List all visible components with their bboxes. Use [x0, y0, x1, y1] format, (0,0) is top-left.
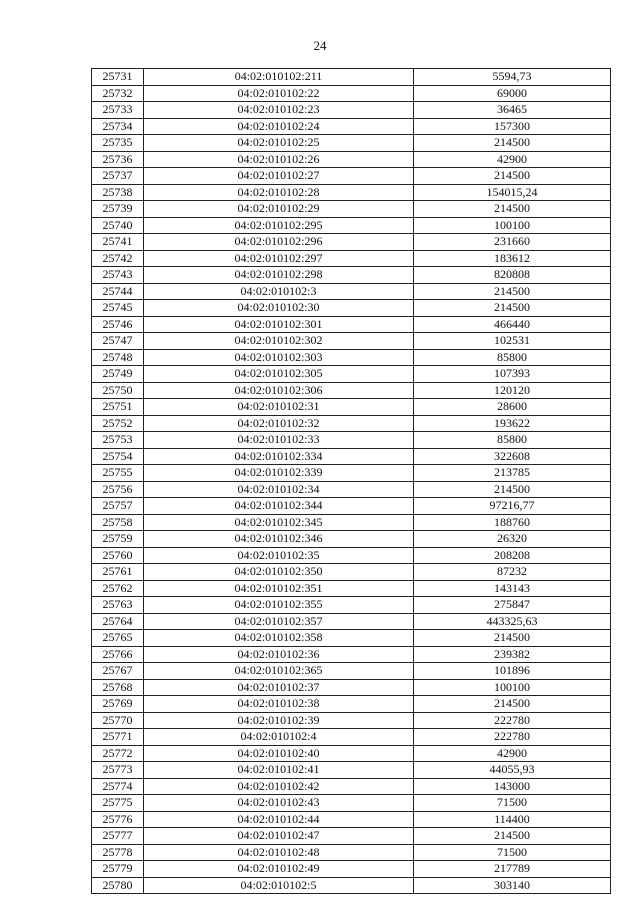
table-row: [92, 465, 611, 482]
row-number-cell: 25778: [92, 844, 144, 861]
value-cell: 214500: [414, 201, 611, 218]
cadastral-number-cell: 04:02:010102:35: [144, 547, 414, 564]
row-number-cell: 25762: [92, 580, 144, 597]
value-cell: 214500: [414, 481, 611, 498]
table-row: [92, 745, 611, 762]
row-number-cell: 25748: [92, 349, 144, 366]
value-cell: 120120: [414, 382, 611, 399]
row-number-cell: 25747: [92, 333, 144, 350]
row-number-cell: 25779: [92, 861, 144, 878]
cadastral-number-cell: 04:02:010102:355: [144, 597, 414, 614]
table-row: [92, 201, 611, 218]
table-row: [92, 696, 611, 713]
table-row: [92, 151, 611, 168]
cadastral-number-cell: 04:02:010102:296: [144, 234, 414, 251]
table-row: [92, 135, 611, 152]
row-number-cell: 25749: [92, 366, 144, 383]
row-number-cell: 25770: [92, 712, 144, 729]
cadastral-number-cell: 04:02:010102:24: [144, 118, 414, 135]
cadastral-number-cell: 04:02:010102:48: [144, 844, 414, 861]
value-cell: 28600: [414, 399, 611, 416]
cadastral-number-cell: 04:02:010102:358: [144, 630, 414, 647]
cadastral-number-cell: 04:02:010102:29: [144, 201, 414, 218]
value-cell: 143000: [414, 778, 611, 795]
row-number-cell: 25745: [92, 300, 144, 317]
row-number-cell: 25744: [92, 283, 144, 300]
cadastral-number-cell: 04:02:010102:4: [144, 729, 414, 746]
cadastral-number-cell: 04:02:010102:3: [144, 283, 414, 300]
value-cell: 214500: [414, 283, 611, 300]
value-cell: 5594,73: [414, 69, 611, 86]
value-cell: 114400: [414, 811, 611, 828]
row-number-cell: 25757: [92, 498, 144, 515]
value-cell: 97216,77: [414, 498, 611, 515]
value-cell: 208208: [414, 547, 611, 564]
table-row: [92, 861, 611, 878]
value-cell: 193622: [414, 415, 611, 432]
cadastral-number-cell: 04:02:010102:41: [144, 762, 414, 779]
row-number-cell: 25780: [92, 877, 144, 894]
value-cell: 87232: [414, 564, 611, 581]
value-cell: 214500: [414, 300, 611, 317]
cadastral-number-cell: 04:02:010102:306: [144, 382, 414, 399]
row-number-cell: 25774: [92, 778, 144, 795]
row-number-cell: 25769: [92, 696, 144, 713]
table-row: [92, 762, 611, 779]
value-cell: 102531: [414, 333, 611, 350]
row-number-cell: 25750: [92, 382, 144, 399]
row-number-cell: 25751: [92, 399, 144, 416]
cadastral-number-cell: 04:02:010102:298: [144, 267, 414, 284]
cadastral-number-cell: 04:02:010102:26: [144, 151, 414, 168]
value-cell: 214500: [414, 168, 611, 185]
cadastral-number-cell: 04:02:010102:44: [144, 811, 414, 828]
table-row: [92, 184, 611, 201]
row-number-cell: 25742: [92, 250, 144, 267]
cadastral-number-cell: 04:02:010102:28: [144, 184, 414, 201]
value-cell: 71500: [414, 795, 611, 812]
row-number-cell: 25738: [92, 184, 144, 201]
row-number-cell: 25737: [92, 168, 144, 185]
cadastral-number-cell: 04:02:010102:33: [144, 432, 414, 449]
value-cell: 107393: [414, 366, 611, 383]
value-cell: 44055,93: [414, 762, 611, 779]
value-cell: 42900: [414, 151, 611, 168]
value-cell: 101896: [414, 663, 611, 680]
cadastral-number-cell: 04:02:010102:38: [144, 696, 414, 713]
cadastral-number-cell: 04:02:010102:32: [144, 415, 414, 432]
cadastral-number-cell: 04:02:010102:34: [144, 481, 414, 498]
row-number-cell: 25735: [92, 135, 144, 152]
row-number-cell: 25777: [92, 828, 144, 845]
value-cell: 443325,63: [414, 613, 611, 630]
row-number-cell: 25739: [92, 201, 144, 218]
cadastral-number-cell: 04:02:010102:27: [144, 168, 414, 185]
cadastral-number-cell: 04:02:010102:339: [144, 465, 414, 482]
value-cell: 100100: [414, 679, 611, 696]
table-row: [92, 580, 611, 597]
value-cell: 213785: [414, 465, 611, 482]
row-number-cell: 25733: [92, 102, 144, 119]
table-row: [92, 102, 611, 119]
row-number-cell: 25759: [92, 531, 144, 548]
cadastral-number-cell: 04:02:010102:37: [144, 679, 414, 696]
cadastral-number-cell: 04:02:010102:31: [144, 399, 414, 416]
cadastral-number-cell: 04:02:010102:43: [144, 795, 414, 812]
cadastral-number-cell: 04:02:010102:30: [144, 300, 414, 317]
table-row: [92, 811, 611, 828]
value-cell: 143143: [414, 580, 611, 597]
table-row: [92, 382, 611, 399]
cadastral-number-cell: 04:02:010102:39: [144, 712, 414, 729]
table-row: [92, 267, 611, 284]
value-cell: 69000: [414, 85, 611, 102]
cadastral-number-cell: 04:02:010102:334: [144, 448, 414, 465]
table-row: [92, 613, 611, 630]
table-row: [92, 778, 611, 795]
value-cell: 26320: [414, 531, 611, 548]
table-row: [92, 366, 611, 383]
table-row: [92, 514, 611, 531]
value-cell: 466440: [414, 316, 611, 333]
value-cell: 154015,24: [414, 184, 611, 201]
row-number-cell: 25772: [92, 745, 144, 762]
table-row: [92, 300, 611, 317]
row-number-cell: 25758: [92, 514, 144, 531]
cadastral-number-cell: 04:02:010102:49: [144, 861, 414, 878]
table-row: [92, 844, 611, 861]
value-cell: 85800: [414, 432, 611, 449]
cadastral-number-cell: 04:02:010102:23: [144, 102, 414, 119]
row-number-cell: 25776: [92, 811, 144, 828]
table-body: [92, 69, 611, 894]
table-row: [92, 217, 611, 234]
row-number-cell: 25755: [92, 465, 144, 482]
row-number-cell: 25743: [92, 267, 144, 284]
table-row: [92, 729, 611, 746]
table-row: [92, 69, 611, 86]
value-cell: 183612: [414, 250, 611, 267]
value-cell: 231660: [414, 234, 611, 251]
value-cell: 214500: [414, 828, 611, 845]
table-row: [92, 283, 611, 300]
page-number: 24: [313, 38, 327, 53]
value-cell: 214500: [414, 135, 611, 152]
cadastral-number-cell: 04:02:010102:357: [144, 613, 414, 630]
value-cell: 100100: [414, 217, 611, 234]
value-cell: 820808: [414, 267, 611, 284]
table-row: [92, 531, 611, 548]
row-number-cell: 25765: [92, 630, 144, 647]
row-number-cell: 25756: [92, 481, 144, 498]
value-cell: 275847: [414, 597, 611, 614]
value-cell: 239382: [414, 646, 611, 663]
row-number-cell: 25768: [92, 679, 144, 696]
row-number-cell: 25753: [92, 432, 144, 449]
table-row: [92, 547, 611, 564]
table-row: [92, 498, 611, 515]
table-row: [92, 85, 611, 102]
row-number-cell: 25767: [92, 663, 144, 680]
row-number-cell: 25760: [92, 547, 144, 564]
cadastral-number-cell: 04:02:010102:47: [144, 828, 414, 845]
cadastral-number-cell: 04:02:010102:365: [144, 663, 414, 680]
table-row: [92, 250, 611, 267]
row-number-cell: 25773: [92, 762, 144, 779]
cadastral-number-cell: 04:02:010102:36: [144, 646, 414, 663]
row-number-cell: 25740: [92, 217, 144, 234]
table-row: [92, 646, 611, 663]
cadastral-number-cell: 04:02:010102:22: [144, 85, 414, 102]
value-cell: 322608: [414, 448, 611, 465]
table-row: [92, 432, 611, 449]
value-cell: 85800: [414, 349, 611, 366]
row-number-cell: 25764: [92, 613, 144, 630]
table-row: [92, 828, 611, 845]
value-cell: 222780: [414, 729, 611, 746]
table-row: [92, 877, 611, 894]
value-cell: 222780: [414, 712, 611, 729]
cadastral-number-cell: 04:02:010102:25: [144, 135, 414, 152]
cadastral-number-cell: 04:02:010102:5: [144, 877, 414, 894]
table-row: [92, 630, 611, 647]
row-number-cell: 25763: [92, 597, 144, 614]
table-row: [92, 399, 611, 416]
value-cell: 303140: [414, 877, 611, 894]
row-number-cell: 25766: [92, 646, 144, 663]
table-row: [92, 316, 611, 333]
table-row: [92, 234, 611, 251]
table-row: [92, 597, 611, 614]
cadastral-number-cell: 04:02:010102:351: [144, 580, 414, 597]
table-row: [92, 168, 611, 185]
row-number-cell: 25752: [92, 415, 144, 432]
value-cell: 36465: [414, 102, 611, 119]
table-row: [92, 415, 611, 432]
table-row: [92, 448, 611, 465]
cadastral-number-cell: 04:02:010102:305: [144, 366, 414, 383]
cadastral-number-cell: 04:02:010102:297: [144, 250, 414, 267]
cadastral-number-cell: 04:02:010102:40: [144, 745, 414, 762]
value-cell: 157300: [414, 118, 611, 135]
table-row: [92, 795, 611, 812]
cadastral-number-cell: 04:02:010102:301: [144, 316, 414, 333]
row-number-cell: 25734: [92, 118, 144, 135]
table-row: [92, 712, 611, 729]
cadastral-number-cell: 04:02:010102:350: [144, 564, 414, 581]
cadastral-number-cell: 04:02:010102:345: [144, 514, 414, 531]
cadastral-number-cell: 04:02:010102:346: [144, 531, 414, 548]
cadastral-number-cell: 04:02:010102:303: [144, 349, 414, 366]
row-number-cell: 25754: [92, 448, 144, 465]
value-cell: 42900: [414, 745, 611, 762]
cadastral-value-table: [91, 68, 611, 894]
cadastral-number-cell: 04:02:010102:211: [144, 69, 414, 86]
cadastral-number-cell: 04:02:010102:295: [144, 217, 414, 234]
cadastral-number-cell: 04:02:010102:344: [144, 498, 414, 515]
value-cell: 217789: [414, 861, 611, 878]
table-row: [92, 118, 611, 135]
value-cell: 71500: [414, 844, 611, 861]
row-number-cell: 25746: [92, 316, 144, 333]
table-row: [92, 349, 611, 366]
row-number-cell: 25771: [92, 729, 144, 746]
value-cell: 214500: [414, 696, 611, 713]
row-number-cell: 25761: [92, 564, 144, 581]
value-cell: 214500: [414, 630, 611, 647]
table-row: [92, 333, 611, 350]
table-row: [92, 481, 611, 498]
value-cell: 188760: [414, 514, 611, 531]
row-number-cell: 25731: [92, 69, 144, 86]
table-row: [92, 564, 611, 581]
row-number-cell: 25736: [92, 151, 144, 168]
row-number-cell: 25775: [92, 795, 144, 812]
table-row: [92, 663, 611, 680]
table-row: [92, 679, 611, 696]
row-number-cell: 25741: [92, 234, 144, 251]
row-number-cell: 25732: [92, 85, 144, 102]
cadastral-number-cell: 04:02:010102:42: [144, 778, 414, 795]
cadastral-number-cell: 04:02:010102:302: [144, 333, 414, 350]
